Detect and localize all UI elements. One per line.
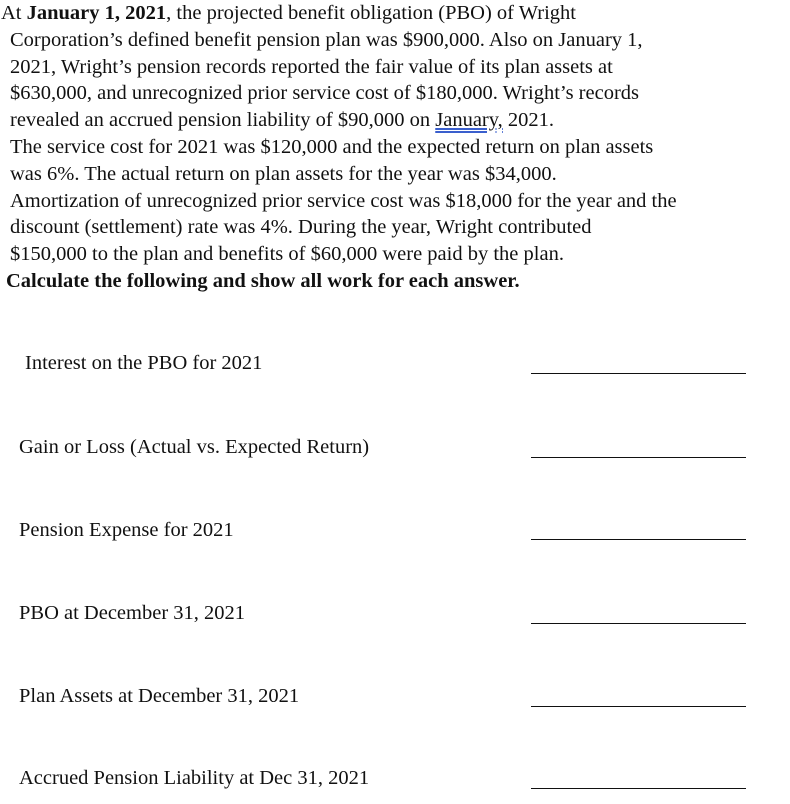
- problem-statement: [1, 0, 790, 295]
- question-interest-on-pbo: Interest on the PBO for 2021: [25, 352, 263, 374]
- problem-line-7: was 6%. The actual return on plan assets for the year was $34,000.: [10, 162, 557, 185]
- problem-date: January 1, 2021: [26, 2, 167, 24]
- problem-line-4: $630,000, and unrecognized prior service cost of $180,000. Wright’s records: [10, 82, 640, 105]
- instruction-text: Calculate the following and show all work for each answer.: [6, 269, 520, 292]
- problem-line-3: 2021, Wright’s pension records reported the fair value of its plan assets at: [10, 55, 613, 78]
- answer-line-pbo-year-end[interactable]: [531, 623, 746, 624]
- answer-line-plan-assets-year-end[interactable]: [531, 706, 746, 707]
- answer-line-gain-or-loss[interactable]: [531, 457, 746, 458]
- problem-line-1-suffix: , the projected benefit obligation (PBO) of Wright: [166, 2, 576, 24]
- problem-line-2: Corporation’s defined benefit pension plan was $900,000. Also on January 1,: [10, 28, 643, 51]
- question-plan-assets-year-end: Plan Assets at December 31, 2021: [19, 685, 300, 707]
- answer-line-accrued-pension-liability[interactable]: [531, 788, 746, 789]
- problem-line-1: [1, 0, 790, 27]
- problem-line-6: The service cost for 2021 was $120,000 and the expected return on plan assets: [10, 135, 654, 158]
- problem-line-8: Amortization of unrecognized prior service cost was $18,000 for the year and the: [10, 189, 677, 212]
- answer-line-interest-on-pbo[interactable]: [531, 373, 746, 374]
- question-pbo-year-end: PBO at December 31, 2021: [19, 602, 246, 624]
- question-gain-or-loss: Gain or Loss (Actual vs. Expected Return): [19, 436, 370, 458]
- problem-line-9: discount (settlement) rate was 4%. During the year, Wright contributed: [10, 216, 592, 239]
- problem-line-10: $150,000 to the plan and benefits of $60,000 were paid by the plan.: [10, 243, 564, 266]
- question-pension-expense: Pension Expense for 2021: [19, 519, 234, 541]
- problem-line-5-prefix: revealed an accrued pension liability of $90,000 on: [10, 109, 436, 132]
- answer-line-pension-expense[interactable]: [531, 539, 746, 540]
- problem-line-5: [1, 107, 790, 134]
- question-accrued-pension-liability: Accrued Pension Liability at Dec 31, 2021: [19, 767, 370, 789]
- problem-line-1-prefix: At: [1, 2, 27, 24]
- spellcheck-marked-word: January,: [435, 109, 503, 132]
- problem-line-5-suffix: 2021.: [502, 109, 555, 132]
